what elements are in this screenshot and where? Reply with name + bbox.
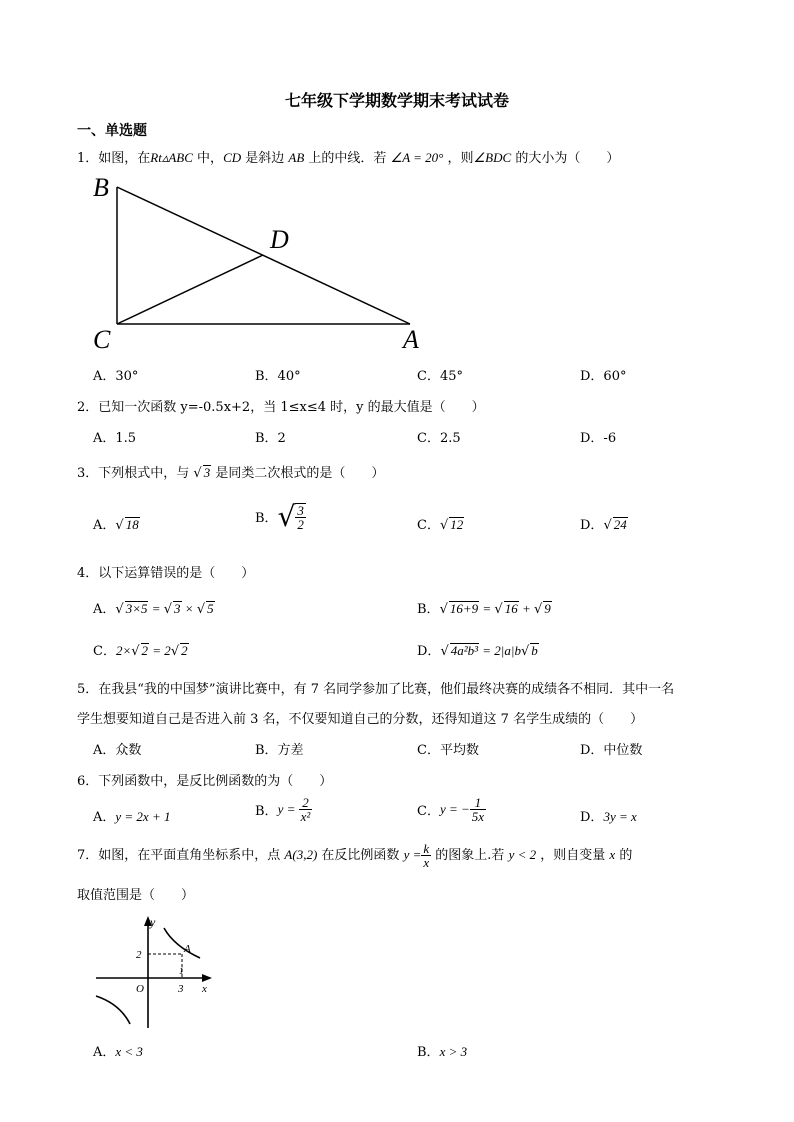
q1-option-d[interactable]: D．60° bbox=[580, 369, 627, 384]
q7-a-expr: x < 3 bbox=[115, 1044, 143, 1059]
sqrt-symbol: √ bbox=[131, 644, 140, 659]
q4-b-plus: + bbox=[518, 601, 534, 616]
q6-b-pre: y = bbox=[277, 801, 299, 817]
q3-label-c: C． bbox=[417, 518, 440, 533]
q1-option-b[interactable]: B．40° bbox=[255, 369, 301, 384]
q6-a-expr: y = 2x + 1 bbox=[115, 809, 171, 824]
q6-b-denominator: x² bbox=[300, 809, 311, 824]
sqrt-symbol: √ bbox=[534, 602, 543, 617]
q4-a-r1: 3 bbox=[174, 601, 181, 616]
q6-d-expr: 3y = x bbox=[603, 809, 637, 824]
q7-y-eq: y = bbox=[403, 847, 422, 862]
q2-option-a[interactable]: A．1.5 bbox=[93, 431, 137, 446]
q3-text: 是同类二次根式的是（ ） bbox=[215, 466, 385, 481]
q7-option-b[interactable] bbox=[417, 1041, 467, 1060]
label-c: C bbox=[93, 325, 111, 354]
q4-a-lhs: 3×5 bbox=[125, 601, 148, 616]
q4-b-r1: 16 bbox=[504, 601, 518, 616]
q6-label-b: B． bbox=[255, 804, 278, 819]
q7-option-a[interactable] bbox=[93, 1041, 143, 1060]
question-5-line-1: 5．在我县“我的中国梦”演讲比赛中，有 7 名同学参加了比赛，他们最终决赛的成绩各不相同．其中一名 bbox=[77, 682, 675, 697]
q7-point-a: A(3,2) bbox=[284, 847, 318, 862]
q6-c-pre: y = − bbox=[439, 801, 470, 817]
q4-option-d[interactable] bbox=[417, 640, 539, 659]
q6-option-a[interactable] bbox=[93, 806, 170, 825]
q6-option-b[interactable] bbox=[255, 796, 312, 823]
q6-label-a: A． bbox=[93, 810, 116, 825]
q4-label-c: C． bbox=[93, 644, 116, 659]
q1-option-c[interactable]: C．45° bbox=[417, 369, 463, 384]
question-7-line-1 bbox=[77, 840, 632, 871]
q3-option-a[interactable] bbox=[93, 514, 140, 533]
sqrt-symbol: √ bbox=[170, 644, 180, 659]
q4-c-r1: 2 bbox=[141, 643, 149, 658]
q3-c-value: 12 bbox=[450, 517, 464, 532]
question-2-stem: 2．已知一次函数 y=-0.5x+2，当 1≤x≤4 时，y 的最大值是（ ） bbox=[77, 400, 485, 415]
q4-b-eq: = bbox=[479, 601, 495, 616]
sqrt-symbol: √ bbox=[196, 602, 206, 617]
sqrt-symbol: √ bbox=[440, 644, 449, 659]
q7-text: 在反比例函数 bbox=[321, 848, 400, 863]
q7-x: x bbox=[423, 855, 430, 870]
sqrt-symbol: √ bbox=[520, 644, 530, 659]
q2-option-b[interactable]: B．2 bbox=[255, 431, 286, 446]
q4-label-b: B． bbox=[417, 602, 440, 617]
q3-b-numerator: 3 bbox=[297, 502, 304, 518]
sqrt-symbol: √ bbox=[277, 500, 296, 533]
label-a: A bbox=[403, 325, 419, 354]
sqrt-symbol: √ bbox=[115, 602, 124, 617]
q4-b-r2: 9 bbox=[544, 601, 551, 616]
q1-cd: CD bbox=[223, 150, 242, 165]
q3-option-b[interactable] bbox=[255, 500, 306, 533]
q6-b-numerator: 2 bbox=[299, 796, 313, 810]
question-6-stem: 6．下列函数中，是反比例函数的为（ ） bbox=[77, 774, 333, 789]
sqrt-symbol: √ bbox=[115, 518, 124, 533]
sqrt-symbol: √ bbox=[603, 518, 612, 533]
q2-option-c[interactable]: C．2.5 bbox=[417, 431, 461, 446]
q7-text: 的 bbox=[619, 848, 633, 863]
q3-d-value: 24 bbox=[613, 517, 627, 532]
sqrt-symbol: √ bbox=[163, 602, 173, 617]
q6-label-d: D． bbox=[580, 810, 604, 825]
x-axis-arrow bbox=[202, 974, 212, 982]
label-x: x bbox=[202, 983, 207, 995]
q1-rt: Rt bbox=[150, 150, 162, 165]
q4-d-r: b bbox=[531, 643, 538, 658]
q6-option-c[interactable] bbox=[417, 796, 486, 823]
label-b: B bbox=[93, 173, 109, 202]
q7-graph-figure bbox=[90, 912, 220, 1032]
q6-c-numerator: 1 bbox=[470, 796, 486, 810]
q7-variable: x bbox=[609, 847, 616, 862]
label-y: y bbox=[150, 915, 156, 929]
q1-option-a[interactable]: A．30° bbox=[93, 369, 139, 384]
sqrt-symbol: √ bbox=[193, 466, 202, 481]
question-4-stem: 4．以下运算错误的是（ ） bbox=[77, 566, 255, 581]
q3-root: 3 bbox=[203, 465, 211, 480]
section-heading: 一、单选题 bbox=[77, 123, 147, 139]
q4-option-b[interactable] bbox=[417, 598, 552, 617]
q4-a-r2: 5 bbox=[207, 601, 214, 616]
q1-text: 的大小为（ ） bbox=[511, 151, 620, 166]
q1-text: ，则 bbox=[443, 151, 474, 166]
q1-triangle-figure bbox=[88, 168, 438, 358]
q4-b-lhs: 16+9 bbox=[449, 601, 479, 616]
q1-text: 是斜边 bbox=[241, 151, 289, 166]
q3-label-a: A． bbox=[93, 518, 116, 533]
q3-text: 3．下列根式中，与 bbox=[77, 466, 190, 481]
q1-ab: AB bbox=[288, 150, 305, 165]
q7-k: k bbox=[423, 841, 430, 856]
q5-option-b[interactable]: B．方差 bbox=[255, 743, 304, 758]
question-7-line-2: 取值范围是（ ） bbox=[77, 888, 195, 903]
q1-text: 1．如图，在 bbox=[77, 151, 151, 166]
segment-cd bbox=[117, 255, 263, 324]
sqrt-symbol: √ bbox=[439, 518, 449, 533]
q5-option-a[interactable]: A．众数 bbox=[93, 743, 142, 758]
q7-condition: y < 2 bbox=[508, 847, 537, 862]
question-3-stem bbox=[77, 462, 384, 481]
hyperbola-branch-2 bbox=[96, 996, 130, 1024]
sqrt-symbol: √ bbox=[439, 602, 448, 617]
q7-text: ，则自变量 bbox=[540, 848, 606, 863]
q1-angle-a: ∠A = 20° bbox=[390, 150, 444, 165]
sqrt-symbol: √ bbox=[494, 602, 503, 617]
label-2: 2 bbox=[136, 949, 142, 961]
q7-text: 7．如图，在平面直角坐标系中，点 bbox=[77, 848, 281, 863]
q4-c-pre: 2× bbox=[115, 643, 132, 658]
q2-option-d[interactable]: D．-6 bbox=[580, 431, 617, 446]
q4-label-a: A． bbox=[93, 602, 116, 617]
q6-option-d[interactable] bbox=[580, 806, 637, 825]
q5-option-d[interactable]: D．中位数 bbox=[580, 743, 643, 758]
q4-a-eq: = bbox=[148, 601, 164, 616]
label-o: O bbox=[136, 983, 144, 995]
question-5-line-2: 学生想要知道自己是否进入前 3 名，不仅要知道自己的分数，还得知道这 7 名学生成绩的（ ） bbox=[77, 712, 644, 727]
q3-b-denominator: 2 bbox=[297, 516, 304, 532]
q4-c-eq: = 2 bbox=[149, 643, 171, 658]
q1-angle-bdc: ∠BDC bbox=[473, 150, 512, 165]
q4-d-rhs: = 2|a|b bbox=[479, 643, 521, 658]
q6-label-c: C． bbox=[417, 804, 440, 819]
q4-option-a[interactable] bbox=[93, 598, 215, 617]
q3-option-d[interactable] bbox=[580, 514, 628, 533]
q1-triangle: ▵ABC bbox=[161, 150, 193, 165]
page-title: 七年级下学期数学期末考试试卷 bbox=[284, 91, 509, 110]
q7-label-b: B． bbox=[417, 1045, 440, 1060]
q1-text: 上的中线．若 bbox=[304, 151, 391, 166]
q3-label-d: D． bbox=[580, 518, 604, 533]
q4-option-c[interactable] bbox=[93, 640, 189, 659]
label-d: D bbox=[270, 225, 289, 254]
q4-d-lhs: 4a²b³ bbox=[450, 643, 479, 658]
q4-c-r2: 2 bbox=[181, 643, 188, 658]
question-1-stem bbox=[77, 147, 619, 166]
q3-option-c[interactable] bbox=[417, 514, 464, 533]
q1-text: 中， bbox=[192, 151, 224, 166]
label-1: 1 bbox=[179, 966, 184, 976]
q7-label-a: A． bbox=[93, 1045, 116, 1060]
q3-a-value: 18 bbox=[125, 517, 139, 532]
q6-c-denominator: 5x bbox=[471, 809, 485, 824]
q7-b-expr: x > 3 bbox=[439, 1044, 468, 1059]
q7-text: 的图象上.若 bbox=[435, 848, 505, 863]
q4-label-d: D． bbox=[417, 644, 441, 659]
q5-option-c[interactable]: C．平均数 bbox=[417, 743, 479, 758]
q3-label-b: B． bbox=[255, 511, 278, 526]
label-3: 3 bbox=[178, 983, 184, 995]
label-a: A bbox=[184, 943, 191, 955]
q4-a-times: × bbox=[181, 601, 197, 616]
